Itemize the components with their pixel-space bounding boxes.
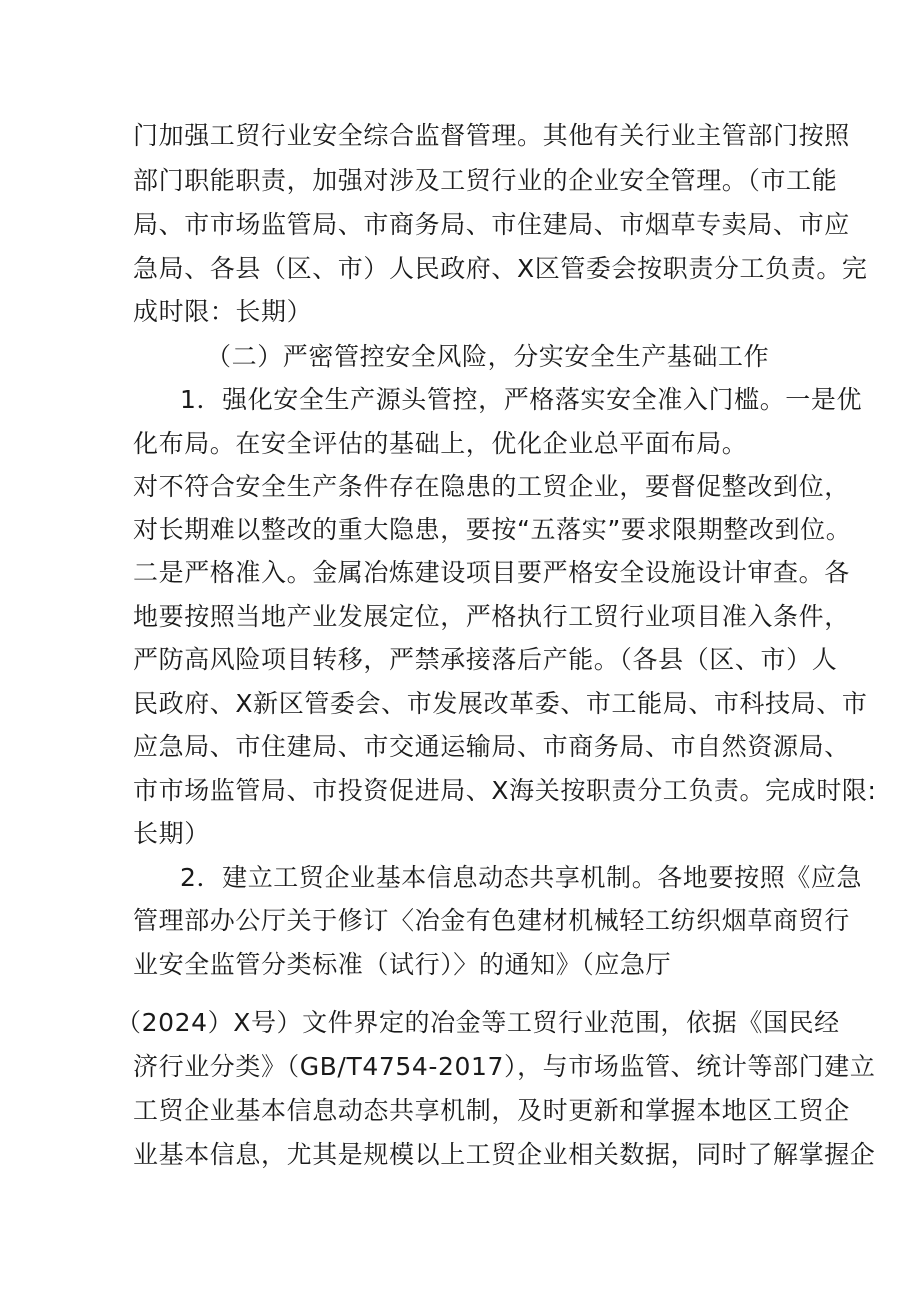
text-line: 成时限：长期）	[133, 297, 313, 326]
section-heading: （二）严密管控安全风险，分实安全生产基础工作	[206, 342, 770, 371]
text-line: 局、市市场监管局、市商务局、市住建局、市烟草专卖局、市应	[133, 210, 850, 239]
text-line: 民政府、X新区管委会、市发展改革委、市工能局、市科技局、市	[133, 689, 868, 718]
text-line: 对不符合安全生产条件存在隐患的工贸企业，要督促整改到位，	[133, 472, 850, 501]
text-line: 市市场监管局、市投资促进局、X海关按职责分工负责。完成时限:	[133, 776, 877, 805]
text-line: 严防高风险项目转移，严禁承接落后产能。（各县（区、市）人	[133, 645, 838, 674]
text-line: 业基本信息，尤其是规模以上工贸企业相关数据，同时了解掌握企	[133, 1140, 876, 1169]
text-line: 对长期难以整改的重大隐患，要按“五落实”要求限期整改到位。	[133, 515, 852, 544]
text-line: 应急局、市住建局、市交通运输局、市商务局、市自然资源局、	[133, 732, 850, 761]
text-line: 门加强工贸行业安全综合监督管理。其他有关行业主管部门按照	[133, 121, 850, 150]
text-line: 济行业分类》（GB/T4754-2017），与市场监管、统计等部门建立	[133, 1052, 876, 1081]
text-line: 业安全监管分类标准（试行）〉的通知》（应急厅	[133, 950, 672, 979]
text-line: 二是严格准入。金属冶炼建设项目要严格安全设施设计审查。各	[133, 558, 850, 587]
text-line: 部门职能职责，加强对涉及工贸行业的企业安全管理。（市工能	[133, 166, 838, 195]
text-line: 工贸企业基本信息动态共享机制，及时更新和掌握本地区工贸企	[133, 1096, 850, 1125]
text-line: 管理部办公厅关于修订〈冶金有色建材机械轻工纺织烟草商贸行	[133, 906, 850, 935]
text-line: 2．建立工贸企业基本信息动态共享机制。各地要按照《应急	[180, 863, 863, 892]
text-line: 地要按照当地产业发展定位，严格执行工贸行业项目准入条件，	[133, 602, 850, 631]
text-line: 1．强化安全生产源头管控，严格落实安全准入门槛。一是优	[180, 385, 863, 414]
text-line: 急局、各县（区、市）人民政府、X区管委会按职责分工负责。完	[133, 254, 868, 283]
text-line: 长期）	[133, 819, 210, 848]
text-line: （2024）X号）文件界定的冶金等工贸行业范围，依据《国民经	[116, 1008, 840, 1037]
text-line: 化布局。在安全评估的基础上，优化企业总平面布局。	[133, 429, 748, 458]
